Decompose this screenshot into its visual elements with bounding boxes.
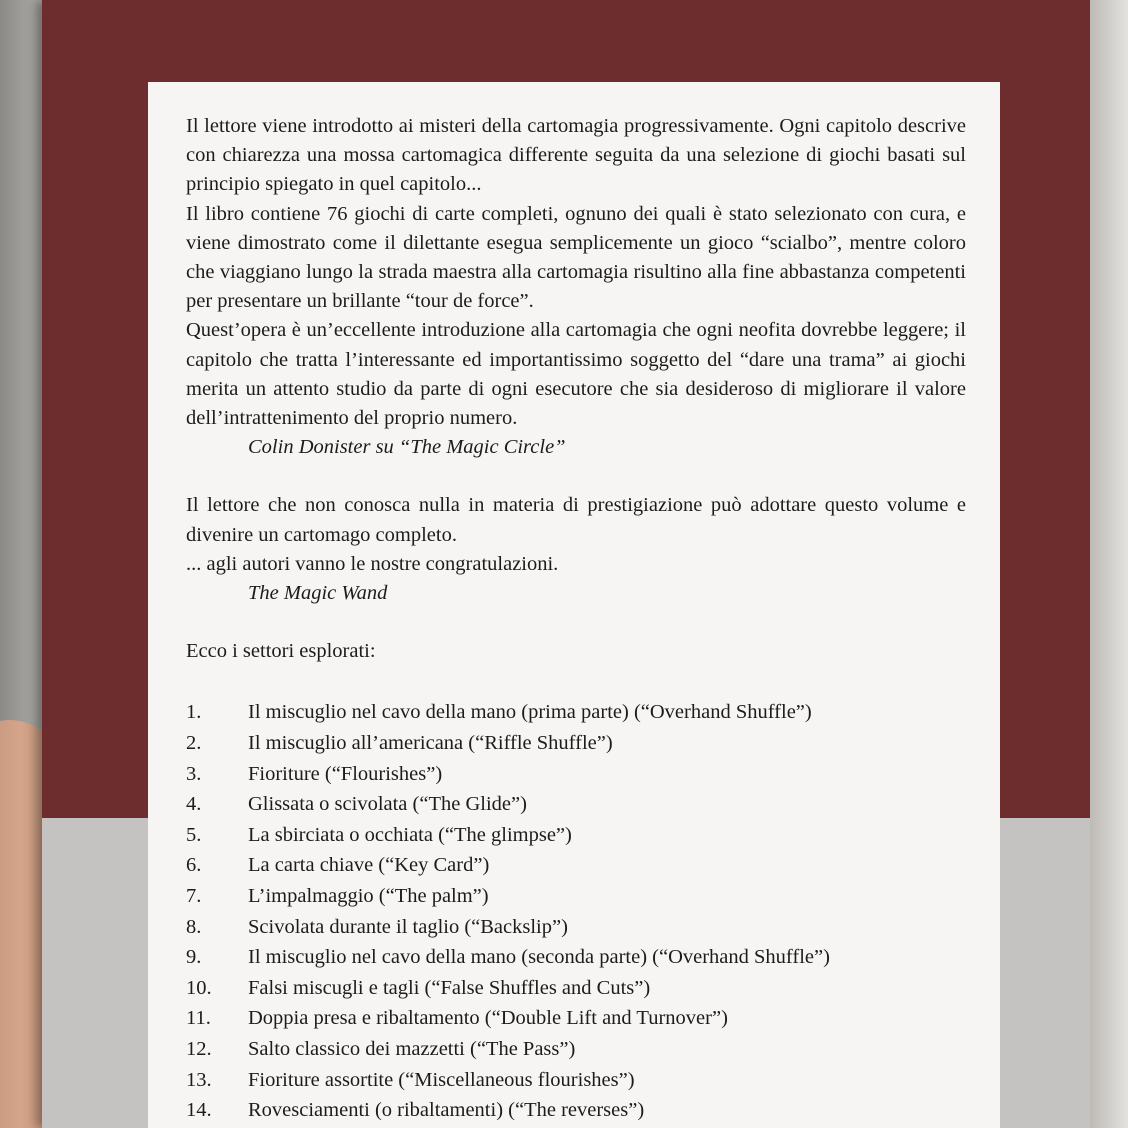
chapter-item: [186, 973, 966, 1004]
chapter-item: [186, 850, 966, 881]
review-2-paragraph-1: Il lettore che non conosca nulla in materia di prestigiazione può adottare questo volume e divenire un cartomago completo.: [186, 494, 966, 546]
chapter-title: Il miscuglio nel cavo della mano (seconda parte) (“Overhand Shuffle”): [248, 946, 830, 969]
chapter-title: L’impalmaggio (“The palm”): [248, 885, 489, 908]
chapter-title: Il miscuglio all’americana (“Riffle Shuffle”): [248, 732, 613, 755]
blurb-text: [186, 112, 966, 1126]
chapter-item: [186, 1065, 966, 1096]
chapter-number: 3.: [186, 762, 202, 785]
chapter-title: Falsi miscugli e tagli (“False Shuffles and Cuts”): [248, 976, 651, 999]
chapter-number: 14.: [186, 1099, 212, 1122]
sections-heading: Ecco i settori esplorati:: [186, 640, 376, 663]
spacer: [186, 608, 966, 637]
review-1-paragraph-1: Il lettore viene introdotto ai misteri della cartomagia progressivamente. Ogni capitolo descrive con chiarezza una mossa cartomagica differente seguita da una selezione di giochi basati sul principio spiegato in quel capitolo...: [186, 115, 966, 196]
spacer: [186, 462, 966, 491]
chapter-title: Fioriture (“Flourishes”): [248, 762, 443, 785]
chapter-item: [186, 1003, 966, 1034]
spacer: [186, 666, 966, 697]
chapter-title: Glissata o scivolata (“The Glide”): [248, 793, 527, 816]
chapter-title: Salto classico dei mazzetti (“The Pass”): [248, 1037, 576, 1060]
chapter-number: 2.: [186, 732, 202, 755]
review-1-paragraph-3: Quest’opera è un’eccellente introduzione alla cartomagia che ogni neofita dovrebbe leggere; il capitolo che tratta l’interessante ed importantissimo soggetto del “dare una trama” ai giochi merita un attento studio da parte di ogni esecutore che sia desideroso di migliorare il valore dell’intrattenimento del proprio numero.: [186, 319, 966, 430]
chapter-title: Il miscuglio nel cavo della mano (prima parte) (“Overhand Shuffle”): [248, 701, 812, 724]
chapter-number: 6.: [186, 854, 202, 877]
chapter-item: [186, 759, 966, 790]
chapter-number: 11.: [186, 1007, 211, 1030]
review-2-attribution: The Magic Wand: [248, 582, 388, 605]
chapter-number: 10.: [186, 976, 212, 999]
chapter-number: 13.: [186, 1068, 212, 1091]
chapter-number: 1.: [186, 701, 202, 724]
chapter-item: [186, 697, 966, 728]
chapter-number: 9.: [186, 946, 202, 969]
chapter-item: [186, 881, 966, 912]
chapter-number: 4.: [186, 793, 202, 816]
chapter-item: [186, 789, 966, 820]
review-1-attribution: Colin Donister su “The Magic Circle”: [248, 436, 566, 459]
chapter-number: 12.: [186, 1037, 212, 1060]
chapter-item: [186, 1034, 966, 1065]
chapter-title: Rovesciamenti (o ribaltamenti) (“The reverses”): [248, 1099, 645, 1122]
chapter-title: La carta chiave (“Key Card”): [248, 854, 490, 877]
blurb-panel: [148, 82, 1000, 1128]
chapter-number: 8.: [186, 915, 202, 938]
chapter-item: [186, 820, 966, 851]
chapter-item: [186, 912, 966, 943]
chapter-list: [186, 697, 966, 1125]
chapter-title: La sbirciata o occhiata (“The glimpse”): [248, 823, 572, 846]
review-1-paragraph-2: Il libro contiene 76 giochi di carte completi, ognuno dei quali è stato selezionato con cura, e viene dimostrato come il dilettante esegua semplicemente un gioco “scialbo”, mentre coloro che viaggiano lungo la strada maestra alla cartomagia risultino alla fine abbastanza competenti per presentare un brillante “tour de force”.: [186, 202, 966, 313]
chapter-item: [186, 942, 966, 973]
review-2-paragraph-2: ... agli autori vanno le nostre congratulazioni.: [186, 552, 559, 575]
chapter-title: Scivolata durante il taglio (“Backslip”): [248, 915, 568, 938]
chapter-number: 5.: [186, 823, 202, 846]
page-edges: [1090, 0, 1128, 1128]
chapter-number: 7.: [186, 885, 202, 908]
chapter-item: [186, 1095, 966, 1126]
chapter-title: Fioriture assortite (“Miscellaneous flourishes”): [248, 1068, 635, 1091]
chapter-item: [186, 728, 966, 759]
chapter-title: Doppia presa e ribaltamento (“Double Lift and Turnover”): [248, 1007, 728, 1030]
